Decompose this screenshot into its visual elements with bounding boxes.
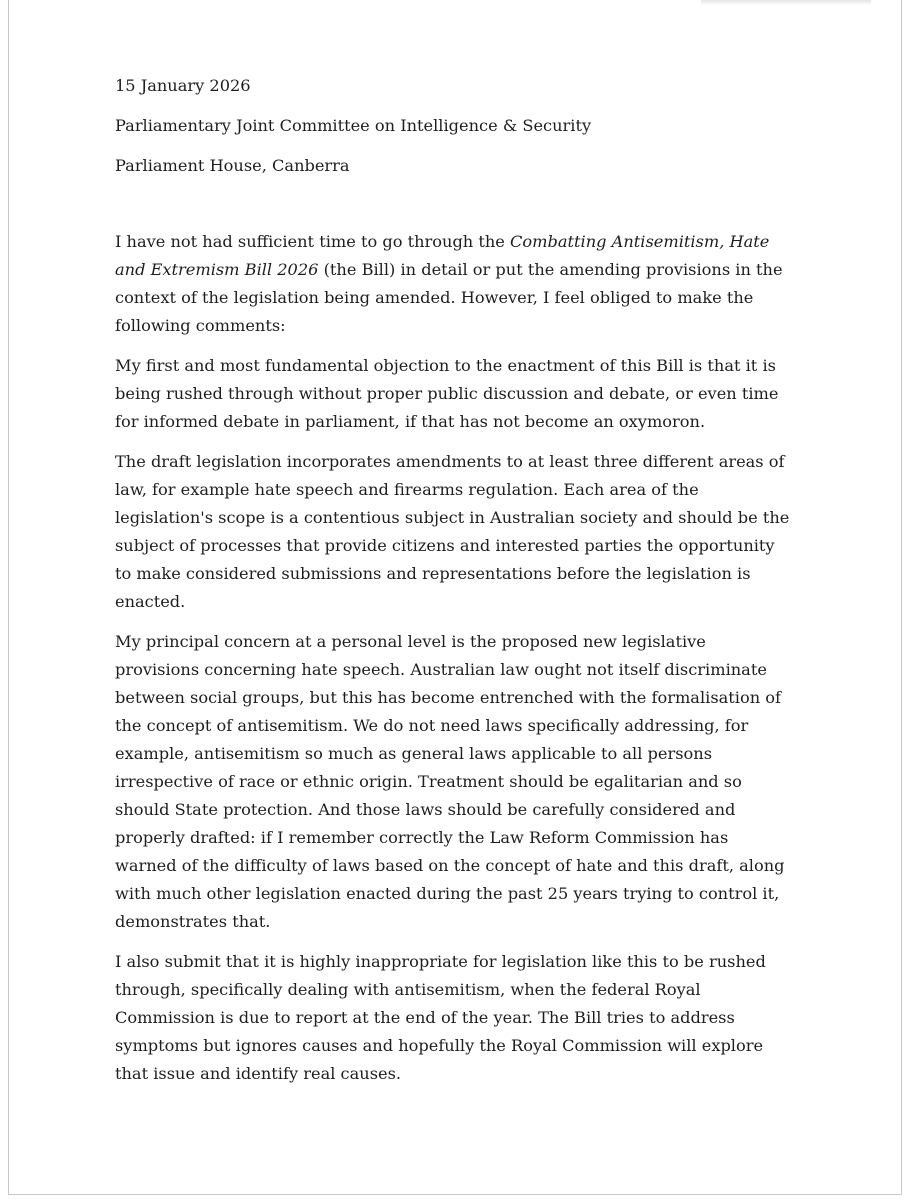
letter-date: 15 January 2026: [115, 76, 251, 95]
paragraph-intro-end: (the Bill) in detail or put the amending provisions in the context of the legislation being amended. However, I feel obliged to make the following comments:: [115, 260, 783, 335]
paragraph-scope: The draft legislation incorporates amendments to at least three different areas of law, for example hate speech and firearms regulation. Each area of the legislation's scope is a contentious subject in Australian society and should be the subject of processes that provide citizens and interested parties the opportunity to make considered submissions and representations before the legislation is enacted.: [115, 452, 790, 611]
recipient-committee: Parliamentary Joint Committee on Intelligence & Security: [115, 116, 592, 135]
paragraph-intro-start: I have not had sufficient time to go through the: [115, 232, 511, 251]
letter-body: [115, 72, 795, 1100]
recipient-address: Parliament House, Canberra: [115, 156, 350, 175]
bill-title: Combatting Antisemitism, Hate and Extremism Bill 2026: [115, 232, 770, 279]
paragraph-objection: My first and most fundamental objection to the enactment of this Bill is that it is being rushed through without proper public discussion and debate, or even time for informed debate in parliament, if that has not become an oxymoron.: [115, 356, 779, 431]
paragraph-hate-speech: My principal concern at a personal level is the proposed new legislative provisions concerning hate speech. Australian law ought not itself discriminate between social groups, but this has become entrenched with the formalisation of the concept of antisemitism. We do not need laws specifically addressing, for example, antisemitism so much as general laws applicable to all persons irrespective of race or ethnic origin. Treatment should be egalitarian and so should State protection. And those laws should be carefully considered and properly drafted: if I remember correctly the Law Reform Commission has warned of the difficulty of laws based on the concept of hate and this draft, along with much other legislation enacted during the past 25 years trying to control it, demonstrates that.: [115, 632, 785, 931]
paragraph-royal-commission: I also submit that it is highly inappropriate for legislation like this to be rushed through, specifically dealing with antisemitism, when the federal Royal Commission is due to report at the end of the year. The Bill tries to address symptoms but ignores causes and hopefully the Royal Commission will explore that issue and identify real causes.: [115, 952, 766, 1083]
page-edge-shadow: [701, 0, 871, 5]
letter-header: [115, 72, 795, 180]
document-page: [8, 0, 902, 1195]
paragraph-intro: [115, 228, 795, 340]
